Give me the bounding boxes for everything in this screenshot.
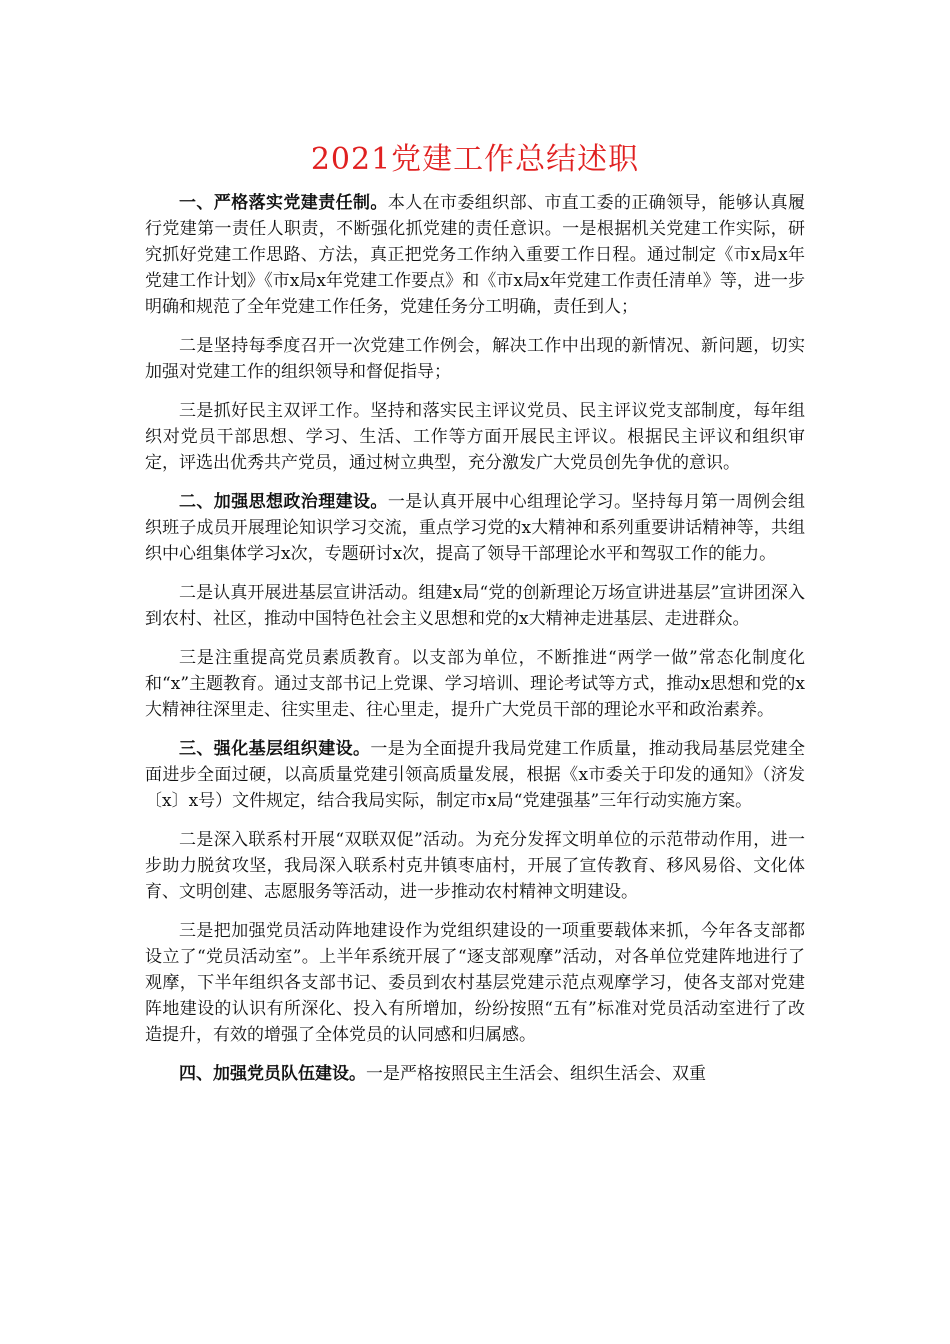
paragraph [145,333,805,385]
paragraph-text: 二是认真开展进基层宣讲活动。组建x局“党的创新理论万场宣讲进基层”宣讲团深入到农村、社区，推动中国特色社会主义思想和党的x大精神走进基层、走进群众。 [145,583,805,629]
paragraph [145,827,805,905]
paragraph [145,398,805,476]
paragraph-section-2 [145,489,805,567]
paragraph-text: 二是深入联系村开展“双联双促”活动。为充分发挥文明单位的示范带动作用，进一步助力脱贫攻坚，我局深入联系村克井镇枣庙村，开展了宣传教育、移风易俗、文化体育、文明创建、志愿服务等活动，进一步推动农村精神文明建设。 [145,830,805,902]
paragraph-text: 三是注重提高党员素质教育。以支部为单位，不断推进“两学一做”常态化制度化和“x”主题教育。通过支部书记上党课、学习培训、理论考试等方式，推动x思想和党的x大精神往深里走、往实里走、往心里走，提升广大党员干部的理论水平和政治素养。 [145,648,805,720]
paragraph [145,918,805,1048]
paragraph-section-3 [145,736,805,814]
section-heading: 四、加强党员队伍建设。 [179,1064,366,1084]
section-heading: 三、强化基层组织建设。 [179,739,371,759]
paragraph-text: 一是为全面提升我局党建工作质量，推动我局基层党建全面进步全面过硬，以高质量党建引领高质量发展，根据《x市委关于印发的通知》（济发〔x〕x号）文件规定，结合我局实际，制定市x局“党建强基”三年行动实施方案。 [145,739,806,811]
paragraph-section-4 [145,1061,805,1087]
document-title: 2021党建工作总结述职 [310,142,640,177]
paragraph-text: 三是抓好民主双评工作。坚持和落实民主评议党员、民主评议党支部制度，每年组织对党员干部思想、学习、生活、工作等方面开展民主评议。根据民主评议和组织审定，评选出优秀共产党员，通过树立典型，充分激发广大党员创先争优的意识。 [145,401,805,473]
paragraph [145,645,805,723]
paragraph-text: 本人在市委组织部、市直工委的正确领导，能够认真履行党建第一责任人职责，不断强化抓党建的责任意识。一是根据机关党建工作实际，研究抓好党建工作思路、方法，真正把党务工作纳入重要工作日程。通过制定《市x局x年党建工作计划》《市x局x年党建工作要点》和《市x局x年党建工作责任清单》等，进一步明确和规范了全年党建工作任务，党建任务分工明确，责任到人； [145,193,806,317]
document-body [145,190,805,1100]
paragraph-text: 二是坚持每季度召开一次党建工作例会，解决工作中出现的新情况、新问题，切实加强对党建工作的组织领导和督促指导； [145,336,805,382]
paragraph [145,580,805,632]
section-heading: 二、加强思想政治理建设。 [179,492,388,512]
paragraph-text: 一是认真开展中心组理论学习。坚持每月第一周例会组织班子成员开展理论知识学习交流，重点学习党的x大精神和系列重要讲话精神等，共组织中心组集体学习x次，专题研讨x次，提高了领导干部理论水平和驾驭工作的能力。 [145,492,806,564]
paragraph-text: 三是把加强党员活动阵地建设作为党组织建设的一项重要载体来抓，今年各支部都设立了“党员活动室”。上半年系统开展了“逐支部观摩”活动，对各单位党建阵地进行了观摩，下半年组织各支部书记、委员到农村基层党建示范点观摩学习，使各支部对党建阵地建设的认识有所深化、投入有所增加，纷纷按照“五有”标准对党员活动室进行了改造提升，有效的增强了全体党员的认同感和归属感。 [145,921,805,1045]
paragraph-section-1 [145,190,805,320]
paragraph-text: 一是严格按照民主生活会、组织生活会、双重 [366,1064,706,1084]
section-heading: 一、严格落实党建责任制。 [179,193,388,213]
